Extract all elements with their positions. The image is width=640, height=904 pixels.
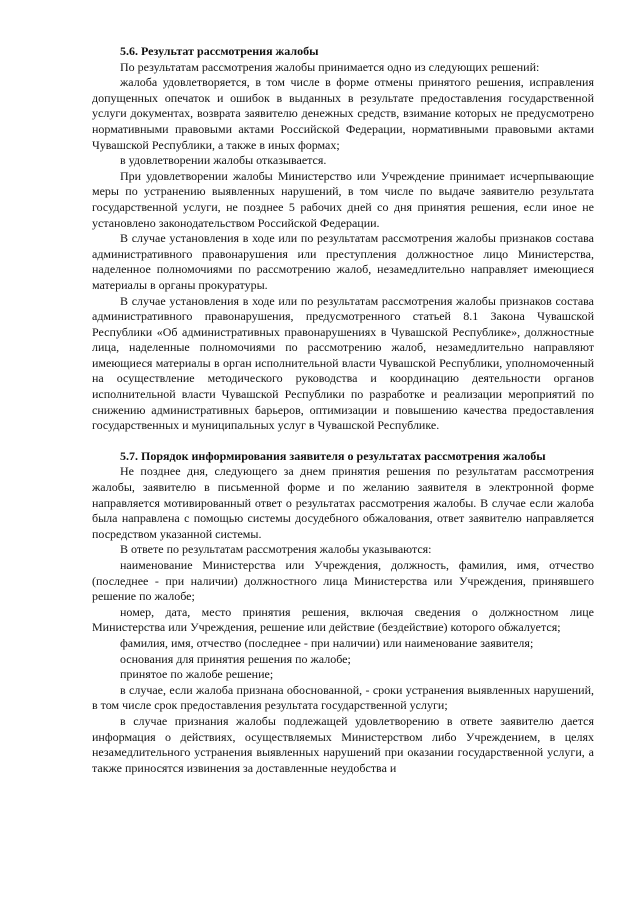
paragraph: фамилия, имя, отчество (последнее - при наличии) или наименование заявителя; — [120, 635, 534, 650]
paragraph: в удовлетворении жалобы отказывается. — [120, 153, 327, 168]
section-5-7-heading: 5.7. Порядок информирования заявителя о результатах рассмотрения жалобы — [120, 448, 546, 463]
paragraph: номер, дата, место принятия решения, включая сведения о должностном лице Министерства или Учреждения, решение или действие (бездействие) которого обжалуется; — [92, 604, 594, 635]
paragraph: принятое по жалобе решение; — [120, 667, 274, 682]
paragraph: В ответе по результатам рассмотрения жалобы указываются: — [120, 542, 432, 557]
paragraph: в случае, если жалоба признана обоснованной, - сроки устранения выявленных нарушений, в том числе срок предоставления результата государственной услуги; — [92, 682, 594, 713]
paragraph: основания для принятия решения по жалобе; — [120, 651, 351, 666]
paragraph: При удовлетворении жалобы Министерство или Учреждение принимает исчерпывающие меры по устранению выявленных нарушений, в том числе по выдаче заявителю результата государственной услуги, не позднее 5 рабочих дней со дня принятия решения, если иное не установлено законодательством Российской Федерации. — [92, 168, 594, 230]
paragraph: в случае признания жалобы подлежащей удовлетворению в ответе заявителю дается информация о действиях, осуществляемых Министерством либо Учреждением, в целях незамедлительного устранения выявленных нарушений при оказании государственной услуги, а также приносятся извинения за доставленные неудобства и — [92, 713, 594, 775]
section-5-6-heading: 5.6. Результат рассмотрения жалобы — [120, 44, 319, 58]
paragraph: По результатам рассмотрения жалобы принимается одно из следующих решений: — [120, 59, 540, 74]
paragraph: В случае установления в ходе или по результатам рассмотрения жалобы признаков состава административного правонарушения или преступления должностное лицо Министерства, наделенное полномочиями по рассмотрению жалоб, незамедлительно направляет имеющиеся материалы в органы прокуратуры. — [92, 231, 594, 292]
paragraph: Не позднее дня, следующего за днем принятия решения по результатам рассмотрения жалобы, заявителю в письменной форме и по желанию заявителя в электронной форме направляется мотивированный ответ о результатах рассмотрения жалобы. В случае если жалоба была направлена с помощью системы досудебного обжалования, ответ заявителю направляется посредством указанной системы. — [92, 464, 594, 541]
paragraph: наименование Министерства или Учреждения, должность, фамилия, имя, отчество (последнее - при наличии) должностного лица Министерства или Учреждения, принявшего решение по жалобе; — [92, 558, 594, 604]
paragraph: жалоба удовлетворяется, в том числе в форме отмены принятого решения, исправления допущенных опечаток и ошибок в выданных в результате предоставления государственной услуги документах, возврата заявителю денежных средств, взимание которых не предусмотрено нормативными правовыми актами Российской Федерации, нормативными правовыми актами Чувашской Республики, а также в иных формах; — [92, 75, 594, 152]
paragraph: В случае установления в ходе или по результатам рассмотрения жалобы признаков состава административного правонарушения, предусмотренного статьей 8.1 Закона Чувашской Республики «Об административных правонарушениях в Чувашской Республике», должностные лица, наделенные полномочиями по рассмотрению жалоб, незамедлительно направляют имеющиеся материалы в орган исполнительной власти Чувашской Республики, уполномоченный на осуществление методического руководства и координацию деятельности органов исполнительной власти Чувашской Республики по разработке и реализации мероприятий по снижению административных барьеров, оптимизации и повышению качества предоставления государственных и муниципальных услуг в Чувашской Республике. — [92, 293, 594, 433]
